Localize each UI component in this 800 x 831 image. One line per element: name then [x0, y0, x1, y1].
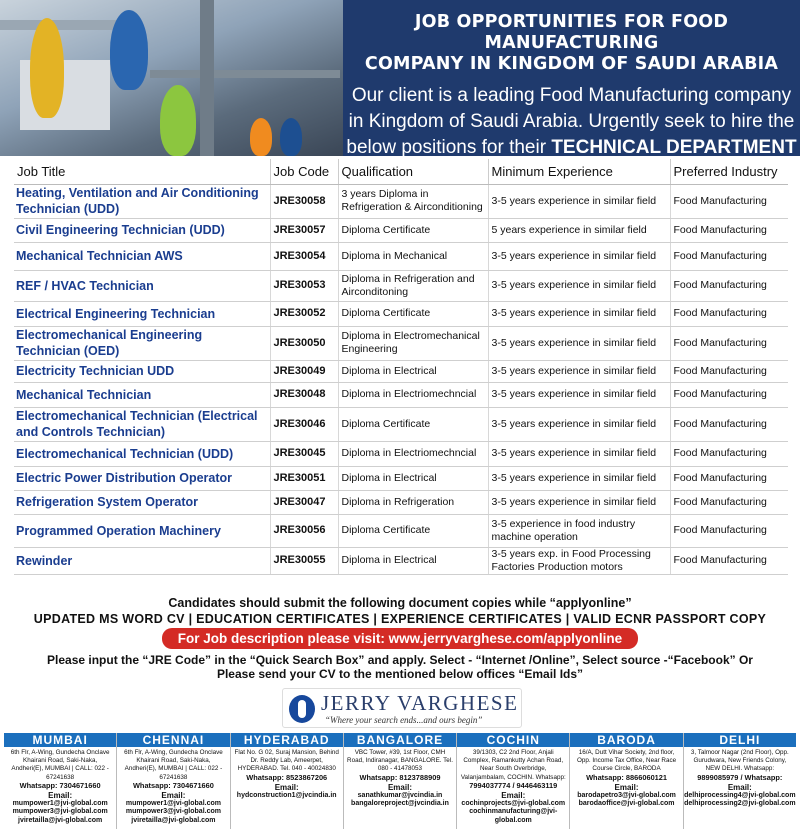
industry-cell: Food Manufacturing: [670, 407, 788, 441]
office-address: 16/A, Dutt Vihar Society, 2nd floor, Opp. Income Tax Office, Near Race Course Circle, BARODA: [576, 749, 677, 773]
header-title-line1: JOB OPPORTUNITIES FOR FOOD MANUFACTURING: [414, 12, 729, 53]
apply-instructions: [0, 653, 800, 681]
job-title-cell: Electricity Technician UDD: [14, 360, 270, 382]
table-row: [14, 301, 788, 326]
pipe-decoration: [0, 20, 120, 30]
office-city: BANGALORE: [344, 733, 456, 747]
job-code-cell: JRE30056: [270, 514, 338, 547]
header-title: [343, 12, 800, 75]
job-code-cell: JRE30055: [270, 547, 338, 574]
office-address: VBC Tower, #39, 1st Floor, CMH Road, Indiranagar, BANGALORE. Tel. 080 - 41478053: [347, 749, 453, 773]
office-chennai: [117, 733, 230, 829]
header-subtitle-line3: [343, 135, 800, 161]
apply-online-link[interactable]: For Job description please visit: www.jerryvarghese.com/applyonline: [162, 628, 638, 649]
experience-cell: 3-5 years experience in similar field: [488, 466, 670, 490]
job-title-cell: Electric Power Distribution Operator: [14, 466, 270, 490]
table-row: [14, 407, 788, 441]
office-baroda: [570, 733, 683, 829]
col-header-job-title: Job Title: [14, 159, 270, 184]
job-title-cell: Rewinder: [14, 547, 270, 574]
industry-cell: Food Manufacturing: [670, 466, 788, 490]
office-email-link[interactable]: delhiprocessing4@jvi-global.com: [684, 792, 796, 800]
job-code-cell: JRE30057: [270, 218, 338, 242]
office-city: CHENNAI: [117, 733, 229, 747]
job-title-cell: Electromechanical Technician (Electrical and Controls Technician): [14, 407, 270, 441]
job-code-cell: JRE30047: [270, 490, 338, 514]
office-email-link[interactable]: mumpower3@jvi-global.com: [125, 808, 221, 816]
industry-cell: Food Manufacturing: [670, 184, 788, 218]
job-code-cell: JRE30053: [270, 270, 338, 301]
office-email-link[interactable]: barodaoffice@jvi-global.com: [578, 800, 675, 808]
office-email-link[interactable]: jviretailla@jvi-global.com: [131, 816, 216, 824]
job-code-cell: JRE30058: [270, 184, 338, 218]
office-email-link[interactable]: mumpower1@jvi-global.com: [12, 800, 108, 808]
job-code-cell: JRE30052: [270, 301, 338, 326]
industry-cell: Food Manufacturing: [670, 218, 788, 242]
job-code-cell: JRE30054: [270, 242, 338, 270]
office-email-link[interactable]: mumpower3@jvi-global.com: [12, 808, 108, 816]
office-phone: Whatsapp: 8523867206: [246, 772, 328, 782]
experience-cell: 3-5 years exp. in Food Processing Factories Production motors: [488, 547, 670, 574]
office-directory: [4, 733, 796, 829]
header-subtitle: [343, 83, 800, 161]
job-code-cell: JRE30050: [270, 326, 338, 360]
table-row: [14, 270, 788, 301]
qualification-cell: Diploma Certificate: [338, 407, 488, 441]
industry-cell: Food Manufacturing: [670, 242, 788, 270]
qualification-cell: Diploma Certificate: [338, 301, 488, 326]
office-address: 6th Flr, A-Wing, Gundecha Onclave Khairani Road, Saki-Naka, Andheri(E), MUMBAI | CALL: 022 - 67241638: [124, 749, 223, 781]
industry-cell: Food Manufacturing: [670, 547, 788, 574]
industry-cell: Food Manufacturing: [670, 326, 788, 360]
office-phone: Whatsapp: 7304671660: [132, 780, 214, 790]
col-header-min-experience: Minimum Experience: [488, 159, 670, 184]
experience-cell: 3-5 years experience in similar field: [488, 242, 670, 270]
header-subtitle-line2: in Kingdom of Saudi Arabia. Urgently seek to hire the: [348, 111, 795, 132]
worker-figure: [280, 118, 302, 156]
job-title-cell: Mechanical Technician: [14, 382, 270, 407]
office-email-link[interactable]: barodapetro3@jvi-global.com: [577, 792, 676, 800]
experience-cell: 5 years experience in similar field: [488, 218, 670, 242]
job-title-cell: Heating, Ventilation and Air Conditioning Technician (UDD): [14, 184, 270, 218]
industry-cell: Food Manufacturing: [670, 270, 788, 301]
office-address: 6th Flr, A-Wing, Gundecha Onclave Khairani Road, Saki-Naka, Andheri(E), MUMBAI | CALL: 022 - 67241638: [10, 749, 110, 781]
jerry-varghese-logo: [282, 688, 522, 728]
qualification-cell: Diploma Certificate: [338, 514, 488, 547]
table-row: [14, 242, 788, 270]
table-row: [14, 466, 788, 490]
office-mumbai: [4, 733, 117, 829]
qualification-cell: Diploma in Refrigeration: [338, 490, 488, 514]
qualification-cell: Diploma in Electriomechncial: [338, 382, 488, 407]
office-email-label: Email:: [161, 791, 186, 801]
table-header-row: [14, 159, 788, 184]
office-address: Flat No. G 02, Suraj Mansion, Behind Dr. Reddy Lab, Ameerpet, HYDERABAD. Tel. 040 - 40024830: [234, 749, 339, 773]
office-email-link[interactable]: sanathkumar@jvcindia.in: [357, 792, 443, 800]
office-city: BARODA: [570, 733, 682, 747]
office-address: 39/1303, C2 2nd Floor, Anjali Complex, Ramankutty Achan Road, Near South Overbridge, Valanjambalam, COCHIN. Whatsapp:: [460, 749, 566, 781]
logo-mark-icon: [289, 695, 315, 723]
header-subtitle-line3-text: below positions for their: [346, 137, 552, 158]
office-email-link[interactable]: bangaloreproject@jvcindia.in: [351, 800, 449, 808]
job-code-cell: JRE30045: [270, 441, 338, 466]
office-email-link[interactable]: cochinmanufacturing@jvi-global.com: [469, 808, 558, 824]
qualification-cell: Diploma Certificate: [338, 218, 488, 242]
experience-cell: 3-5 years experience in similar field: [488, 382, 670, 407]
header-banner: [0, 0, 800, 156]
job-code-cell: JRE30049: [270, 360, 338, 382]
qualification-cell: Diploma in Electrical: [338, 360, 488, 382]
job-title-cell: Electromechanical Technician (UDD): [14, 441, 270, 466]
worker-figure: [160, 85, 196, 156]
office-email-label: Email:: [274, 782, 299, 792]
table-row: [14, 441, 788, 466]
qualification-cell: Diploma in Electromechanical Engineering: [338, 326, 488, 360]
office-phone: Whatsapp: 8866060121: [586, 772, 668, 782]
header-subtitle-line1: Our client is a leading Food Manufacturing company: [351, 85, 792, 106]
office-address: 3, Talmoor Nagar (2nd Floor), Opp. Gurudwara, New Friends Colony, NEW DELHI. Whatsapp:: [690, 749, 789, 773]
qualification-cell: Diploma in Electrical: [338, 466, 488, 490]
office-hyderabad: [231, 733, 344, 829]
office-phone: 7994037774 / 9446463119: [469, 780, 558, 790]
office-email-label: Email:: [727, 782, 752, 792]
qualification-cell: Diploma in Electrical: [338, 547, 488, 574]
office-city: COCHIN: [457, 733, 569, 747]
job-title-cell: Mechanical Technician AWS: [14, 242, 270, 270]
experience-cell: 3-5 years experience in similar field: [488, 301, 670, 326]
table-row: [14, 547, 788, 574]
apply-instructions-line2: Please send your CV to the mentioned below offices “Email Ids”: [216, 667, 584, 681]
job-title-cell: REF / HVAC Technician: [14, 270, 270, 301]
industry-cell: Food Manufacturing: [670, 301, 788, 326]
job-code-cell: JRE30046: [270, 407, 338, 441]
job-title-cell: Refrigeration System Operator: [14, 490, 270, 514]
table-row: [14, 326, 788, 360]
qualification-cell: Diploma in Refrigeration and Airconditoning: [338, 270, 488, 301]
experience-cell: 3-5 experience in food industry machine operation: [488, 514, 670, 547]
apply-instructions-line1: Please input the “JRE Code” in the “Quick Search Box” and apply. Select - “Internet /Online”, Select source -“Facebook” Or: [47, 653, 753, 667]
experience-cell: 3-5 years experience in similar field: [488, 407, 670, 441]
office-phone: 9899085979 / Whatsapp:: [697, 772, 783, 782]
qualification-cell: Diploma in Electriomechncial: [338, 441, 488, 466]
experience-cell: 3-5 years experience in similar field: [488, 184, 670, 218]
office-delhi: [684, 733, 796, 829]
experience-cell: 3-5 years experience in similar field: [488, 360, 670, 382]
experience-cell: 3-5 years experience in similar field: [488, 490, 670, 514]
industry-cell: Food Manufacturing: [670, 441, 788, 466]
logo-name: JERRY VARGHESE: [321, 691, 519, 715]
worker-figure: [250, 118, 272, 156]
office-phone: Whatsapp: 8123788909: [359, 772, 441, 782]
industry-cell: Food Manufacturing: [670, 382, 788, 407]
industry-cell: Food Manufacturing: [670, 514, 788, 547]
pipe-decoration: [200, 0, 214, 156]
office-city: MUMBAI: [4, 733, 116, 747]
experience-cell: 3-5 years experience in similar field: [488, 270, 670, 301]
office-email-label: Email:: [387, 782, 412, 792]
industry-cell: Food Manufacturing: [670, 490, 788, 514]
job-title-cell: Electrical Engineering Technician: [14, 301, 270, 326]
logo-tagline: “Where your search ends...and ours begin”: [325, 715, 483, 725]
table-row: [14, 184, 788, 218]
office-email-link[interactable]: hydconstruction1@jvcindia.in: [236, 792, 337, 800]
job-code-cell: JRE30048: [270, 382, 338, 407]
table-row: [14, 218, 788, 242]
office-email-label: Email:: [501, 791, 526, 801]
qualification-cell: Diploma in Mechanical: [338, 242, 488, 270]
experience-cell: 3-5 years experience in similar field: [488, 326, 670, 360]
table-row: [14, 514, 788, 547]
job-code-cell: JRE30051: [270, 466, 338, 490]
office-email-link[interactable]: mumpower1@jvi-global.com: [125, 800, 221, 808]
job-title-cell: Civil Engineering Technician (UDD): [14, 218, 270, 242]
workers-photo: [0, 0, 343, 156]
office-email-link[interactable]: cochinprojects@jvi-global.com: [461, 800, 566, 808]
worker-figure: [30, 18, 64, 118]
office-cochin: [457, 733, 570, 829]
submit-instructions: Candidates should submit the following document copies while “applyonline”: [168, 596, 632, 610]
header-subtitle-line3-bold: TECHNICAL DEPARTMENT: [551, 137, 797, 158]
experience-cell: 3-5 years experience in similar field: [488, 441, 670, 466]
pipe-decoration: [150, 70, 340, 78]
office-email-link[interactable]: delhiprocessing2@jvi-global.com: [684, 800, 796, 808]
office-city: DELHI: [684, 733, 796, 747]
office-bangalore: [344, 733, 457, 829]
col-header-preferred-industry: Preferred Industry: [670, 159, 788, 184]
col-header-qualification: Qualification: [338, 159, 488, 184]
header-text-panel: [343, 0, 800, 156]
office-phone: Whatsapp: 7304671660: [19, 780, 101, 790]
industry-cell: Food Manufacturing: [670, 360, 788, 382]
office-email-label: Email:: [614, 782, 639, 792]
required-documents: UPDATED MS WORD CV | EDUCATION CERTIFICATES | EXPERIENCE CERTIFICATES | VALID ECNR PASSPORT COPY: [33, 612, 767, 626]
job-title-cell: Electromechanical Engineering Technician (OED): [14, 326, 270, 360]
office-city: HYDERABAD: [231, 733, 343, 747]
col-header-job-code: Job Code: [270, 159, 338, 184]
job-title-cell: Programmed Operation Machinery: [14, 514, 270, 547]
table-row: [14, 382, 788, 407]
office-email-link[interactable]: jviretailla@jvi-global.com: [18, 816, 103, 824]
worker-figure: [110, 10, 148, 90]
qualification-cell: 3 years Diploma in Refrigeration & Airconditioning: [338, 184, 488, 218]
jobs-table: [14, 159, 788, 575]
table-row: [14, 360, 788, 382]
office-email-label: Email:: [48, 791, 73, 801]
header-title-line2: COMPANY IN KINGDOM OF SAUDI ARABIA: [364, 54, 779, 74]
table-row: [14, 490, 788, 514]
